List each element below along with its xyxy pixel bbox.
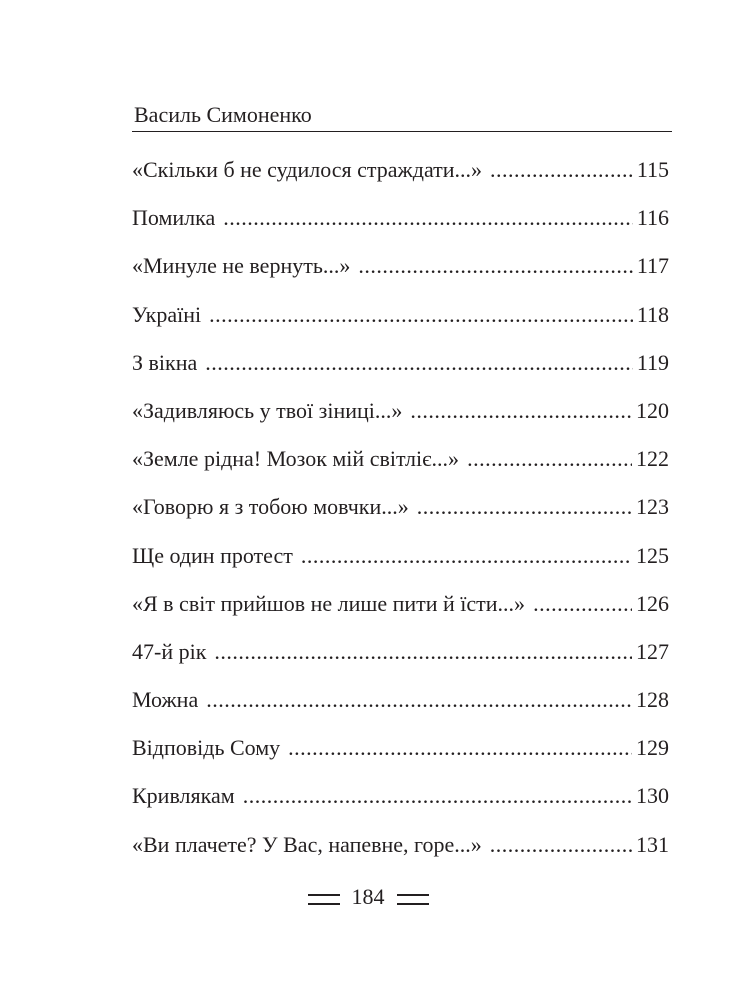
- dot-leader: [358, 251, 632, 281]
- toc-entry-page: 129: [636, 735, 669, 761]
- toc-entry-page: 123: [636, 494, 669, 520]
- toc-entry: [132, 348, 669, 396]
- toc-entry-page: 119: [636, 349, 669, 375]
- toc-entry-page: 131: [636, 831, 669, 857]
- dot-leader: [533, 589, 632, 619]
- dot-leader: [417, 492, 632, 522]
- toc-entry: [132, 155, 669, 203]
- toc-entry: [132, 203, 669, 251]
- toc-entry: [132, 637, 669, 685]
- toc-entry-title: Можна: [132, 687, 199, 713]
- toc-entry: [132, 251, 669, 299]
- toc-entry-page: 117: [636, 253, 669, 279]
- toc-entry-title: Україні: [132, 301, 202, 327]
- toc-entry-title: 47-й рік: [132, 638, 207, 664]
- table-of-contents: [132, 155, 669, 878]
- dot-leader: [410, 396, 632, 426]
- toc-entry-title: Помилка: [132, 205, 216, 231]
- toc-entry: [132, 300, 669, 348]
- toc-entry-page: 122: [636, 446, 669, 472]
- toc-entry-page: 118: [636, 301, 669, 327]
- toc-entry: [132, 444, 669, 492]
- dot-leader: [205, 348, 633, 378]
- toc-entry-page: 115: [636, 157, 669, 182]
- toc-entry: [132, 685, 669, 733]
- right-ornament-icon: [397, 894, 429, 905]
- toc-entry: [132, 492, 669, 540]
- toc-entry-title: «Земле рідна! Мозок мій світліє...»: [132, 446, 460, 472]
- toc-entry-page: 116: [636, 205, 669, 231]
- toc-entry-title: «Минуле не вернуть...»: [132, 253, 351, 279]
- header-rule: [132, 131, 672, 132]
- dot-leader: [243, 781, 632, 811]
- dot-leader: [206, 685, 632, 715]
- toc-entry-title: «Говорю я з тобою мовчки...»: [132, 494, 409, 520]
- toc-entry: [132, 733, 669, 781]
- dot-leader: [467, 444, 632, 474]
- toc-entry-page: 125: [636, 542, 669, 568]
- toc-entry-page: 120: [636, 397, 669, 423]
- dot-leader: [214, 637, 632, 667]
- toc-entry-page: 130: [636, 783, 669, 809]
- dot-leader: [490, 155, 633, 185]
- dot-leader: [288, 733, 632, 763]
- toc-entry-title: Кривлякам: [132, 783, 235, 809]
- toc-entry: [132, 589, 669, 637]
- toc-entry-page: 126: [636, 590, 669, 616]
- left-ornament-icon: [308, 894, 340, 905]
- toc-entry-title: «Скільки б не судилося страждати...»: [132, 157, 483, 182]
- toc-entry-page: 128: [636, 687, 669, 713]
- toc-entry-title: «Ви плачете? У Вас, напевне, горе...»: [132, 831, 482, 857]
- toc-entry-page: 127: [636, 638, 669, 664]
- toc-entry-title: «Задивляюсь у твої зіниці...»: [132, 397, 403, 423]
- toc-entry-title: Відповідь Сому: [132, 735, 281, 761]
- running-header: [132, 100, 672, 132]
- dot-leader: [223, 203, 633, 233]
- toc-entry: [132, 830, 669, 878]
- dot-leader: [490, 830, 632, 860]
- toc-entry: [132, 781, 669, 829]
- toc-entry-title: «Я в світ прийшов не лише пити й їсти...»: [132, 590, 526, 616]
- toc-entry: [132, 396, 669, 444]
- toc-entry-title: Ще один протест: [132, 542, 293, 568]
- dot-leader: [209, 300, 633, 330]
- toc-entry: [132, 541, 669, 589]
- author-name: Василь Симоненко: [134, 102, 312, 127]
- toc-entry-title: З вікна: [132, 349, 198, 375]
- page-number: 184: [351, 884, 385, 909]
- page-footer: [0, 884, 736, 910]
- dot-leader: [301, 541, 632, 571]
